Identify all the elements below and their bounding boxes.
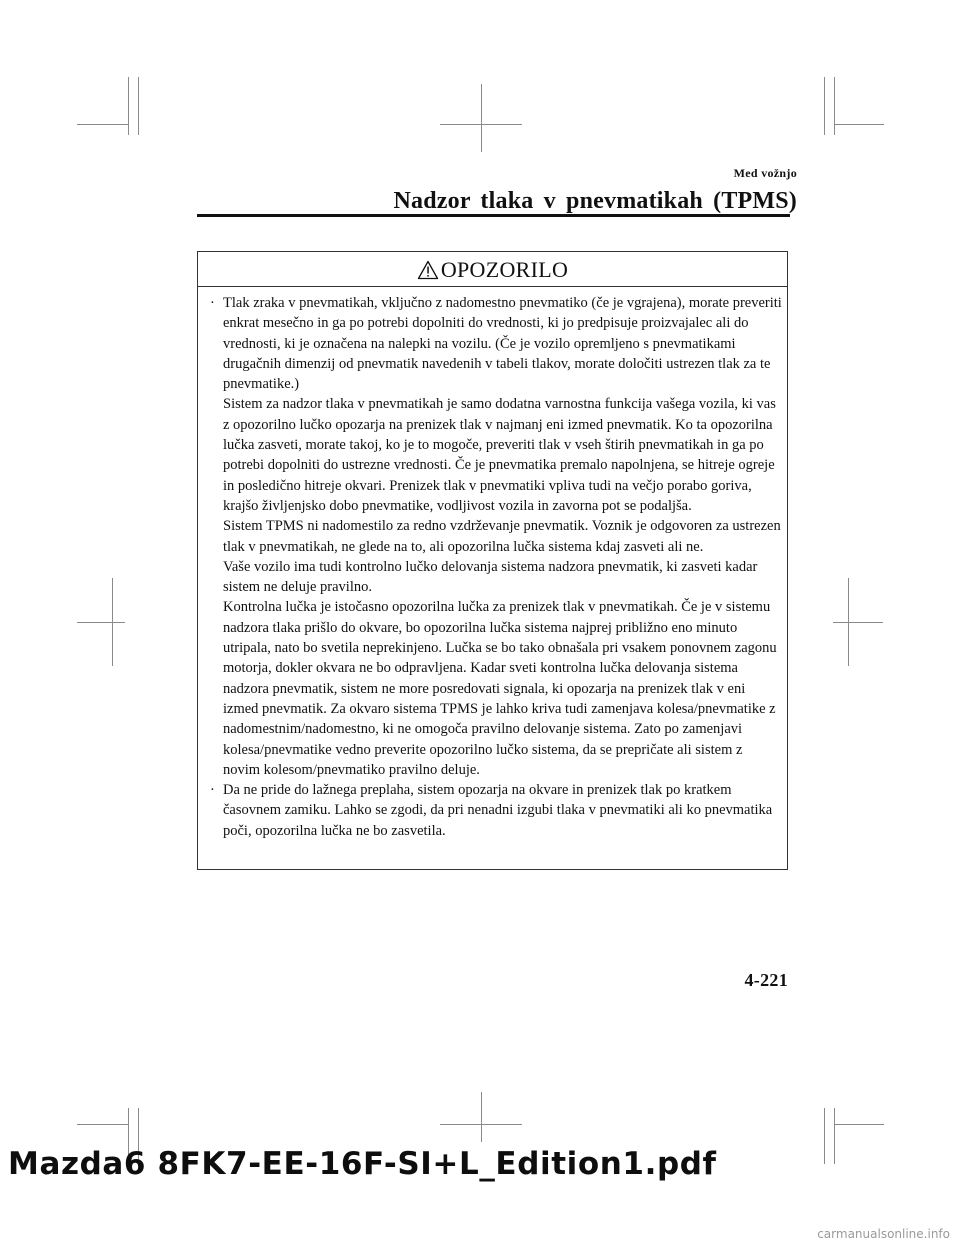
footer-file-name: Mazda6 8FK7-EE-16F-SI+L_Edition1.pdf [8,1146,717,1182]
crop-mark [824,77,825,135]
crop-mark [824,1108,825,1164]
warning-paragraph: Da ne pride do lažnega preplaha, sistem opozarja na okvare in prenizek tlak po kratkem časovnem zamiku. Lahko se zgodi, da pri nenadni izgubi tlaka v pnevmatiki ali ko pnevmatika poči, opozorilna lučka ne bo zasvetila. [223,782,773,839]
bullet-mark: · [210,782,215,799]
warning-title: OPOZORILO [440,257,569,282]
warning-paragraph: Vaše vozilo ima tudi kontrolno lučko delovanja sistema nadzora pnevmatik, ki zasveti kadar sistem ne deluje pravilno. [223,558,758,596]
warning-paragraph: Tlak zraka v pnevmatikah, vključno z nadomestno pnevmatiko (če je vgrajena), morate preveriti enkrat mesečno in ga po potrebi dopolniti do vrednosti, ki jo predpisuje proizvajalec ali do vrednosti, ki je označena na nalepki na vozilu. (Če je vozilo opremljeno s pnevmatikami drugačnih dimenzij od pnevmatik navedenih v tabeli tlakov, morate določiti ustrezen tlak za te pnevmatike.) [223,295,782,393]
page-title: Nadzor tlaka v pnevmatikah (TPMS) [393,188,797,214]
crop-mark [481,1092,482,1142]
warning-triangle-icon [417,260,439,280]
crop-mark [481,84,482,152]
warning-paragraph: Sistem TPMS ni nadomestilo za redno vzdrževanje pnevmatik. Voznik je odgovoren za ustrezen tlak v pnevmatikah, ne glede na to, ali opozorilna lučka sistema kdaj zasveti ali ne. [223,518,781,555]
crop-mark [834,1124,884,1125]
warning-paragraph: Sistem za nadzor tlaka v pnevmatikah je samo dodatna varnostna funkcija vašega vozila, ki vas z opozorilno lučko opozarja na prenizek tlak v najmanj eni izmed pnevmatik. Ko ta opozorilna lučka zasveti, morate takoj, ko je to mogoče, preveriti tlak v vseh štirih pnevmatikah in ga po potrebi dopolniti do ustrezne vrednosti. Če je pnevmatika premalo napolnjena, se hitreje ogreje in posledično hitreje okvari. Prenizek tlak v pnevmatiki vpliva tudi na večjo porabo goriva, krajšo življenjsko dobo pnevmatike, vodljivost vozila in zavorna pot se podaljša. [223,396,776,514]
page-number: 4-221 [744,970,788,990]
warning-list-item [208,780,783,841]
crop-mark [834,77,835,135]
title-rule [197,214,790,217]
crop-mark [77,622,125,623]
warning-list-item [208,293,783,780]
section-label: Med vožnjo [733,166,797,180]
crop-mark [848,578,849,666]
crop-mark [834,124,884,125]
warning-paragraph: Kontrolna lučka je istočasno opozorilna lučka za prenizek tlak v pnevmatikah. Če je v sistemu nadzora tlaka prišlo do okvare, bo opozorilna lučka sistema najprej približno eno minuto utripala, nato bo svetila neprekinjeno. Lučka se bo tako obnašala pri vsakem ponovnem zagonu motorja, dokler okvara ne bo odpravljena. Kadar sveti kontrolna lučka delovanja sistema nadzora pnevmatik, sistem ne more posredovati signala, ki opozarja na prenizek tlak v eni izmed pnevmatik. Za okvaro sistema TPMS je lahko kriva tudi zamenjava kolesa/pnevmatike z nadomestnim/nadomestno, ki ne omogoča pravilno delovanje sistema. Zato po zamenjavi kolesa/pnevmatike vedno preverite opozorilno lučko sistema, da se prepričate ali sistem z novim kolesom/pnevmatiko pravilno deluje. [223,599,777,778]
crop-mark [128,77,129,135]
crop-mark [77,124,129,125]
bullet-mark: · [210,295,215,311]
warning-header [198,256,787,284]
warning-box [197,251,788,870]
crop-mark [138,77,139,135]
crop-mark [834,1108,835,1164]
watermark-text: carmanualsonline.info [817,1227,950,1241]
crop-mark [112,578,113,666]
crop-mark [833,622,883,623]
warning-divider [198,286,787,287]
crop-mark [77,1124,129,1125]
warning-list [208,293,783,841]
